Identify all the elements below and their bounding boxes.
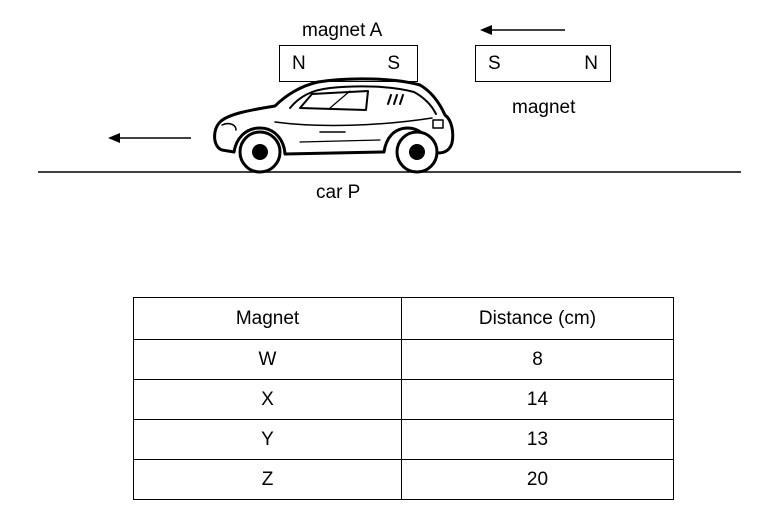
magnet-a-south-pole: S	[387, 53, 400, 74]
table-row	[134, 460, 674, 500]
magnet-cell: Z	[134, 460, 402, 500]
car-label: car P	[316, 182, 361, 203]
magnet-a	[279, 45, 418, 82]
distance-cell: 13	[402, 420, 674, 460]
distance-cell: 8	[402, 340, 674, 380]
magnet-cell: W	[134, 340, 402, 380]
car-motion-arrow	[108, 133, 191, 143]
magnet-motion-arrow	[480, 25, 565, 35]
magnet-right-label: magnet	[512, 97, 576, 118]
magnet-cell: Y	[134, 420, 402, 460]
magnet-right	[475, 45, 611, 82]
car-icon	[215, 79, 453, 172]
magnet-right-north-pole: N	[584, 53, 598, 74]
distance-table	[133, 297, 674, 500]
magnet-right-south-pole: S	[488, 53, 501, 74]
magnet-a-label: magnet A	[302, 20, 383, 41]
table-header-row	[134, 298, 674, 340]
magnet-a-north-pole: N	[292, 53, 306, 74]
column-header-magnet: Magnet	[134, 298, 402, 340]
distance-cell: 14	[402, 380, 674, 420]
table-row	[134, 380, 674, 420]
distance-cell: 20	[402, 460, 674, 500]
magnet-cell: X	[134, 380, 402, 420]
table-row	[134, 340, 674, 380]
table-row	[134, 420, 674, 460]
column-header-distance: Distance (cm)	[402, 298, 674, 340]
